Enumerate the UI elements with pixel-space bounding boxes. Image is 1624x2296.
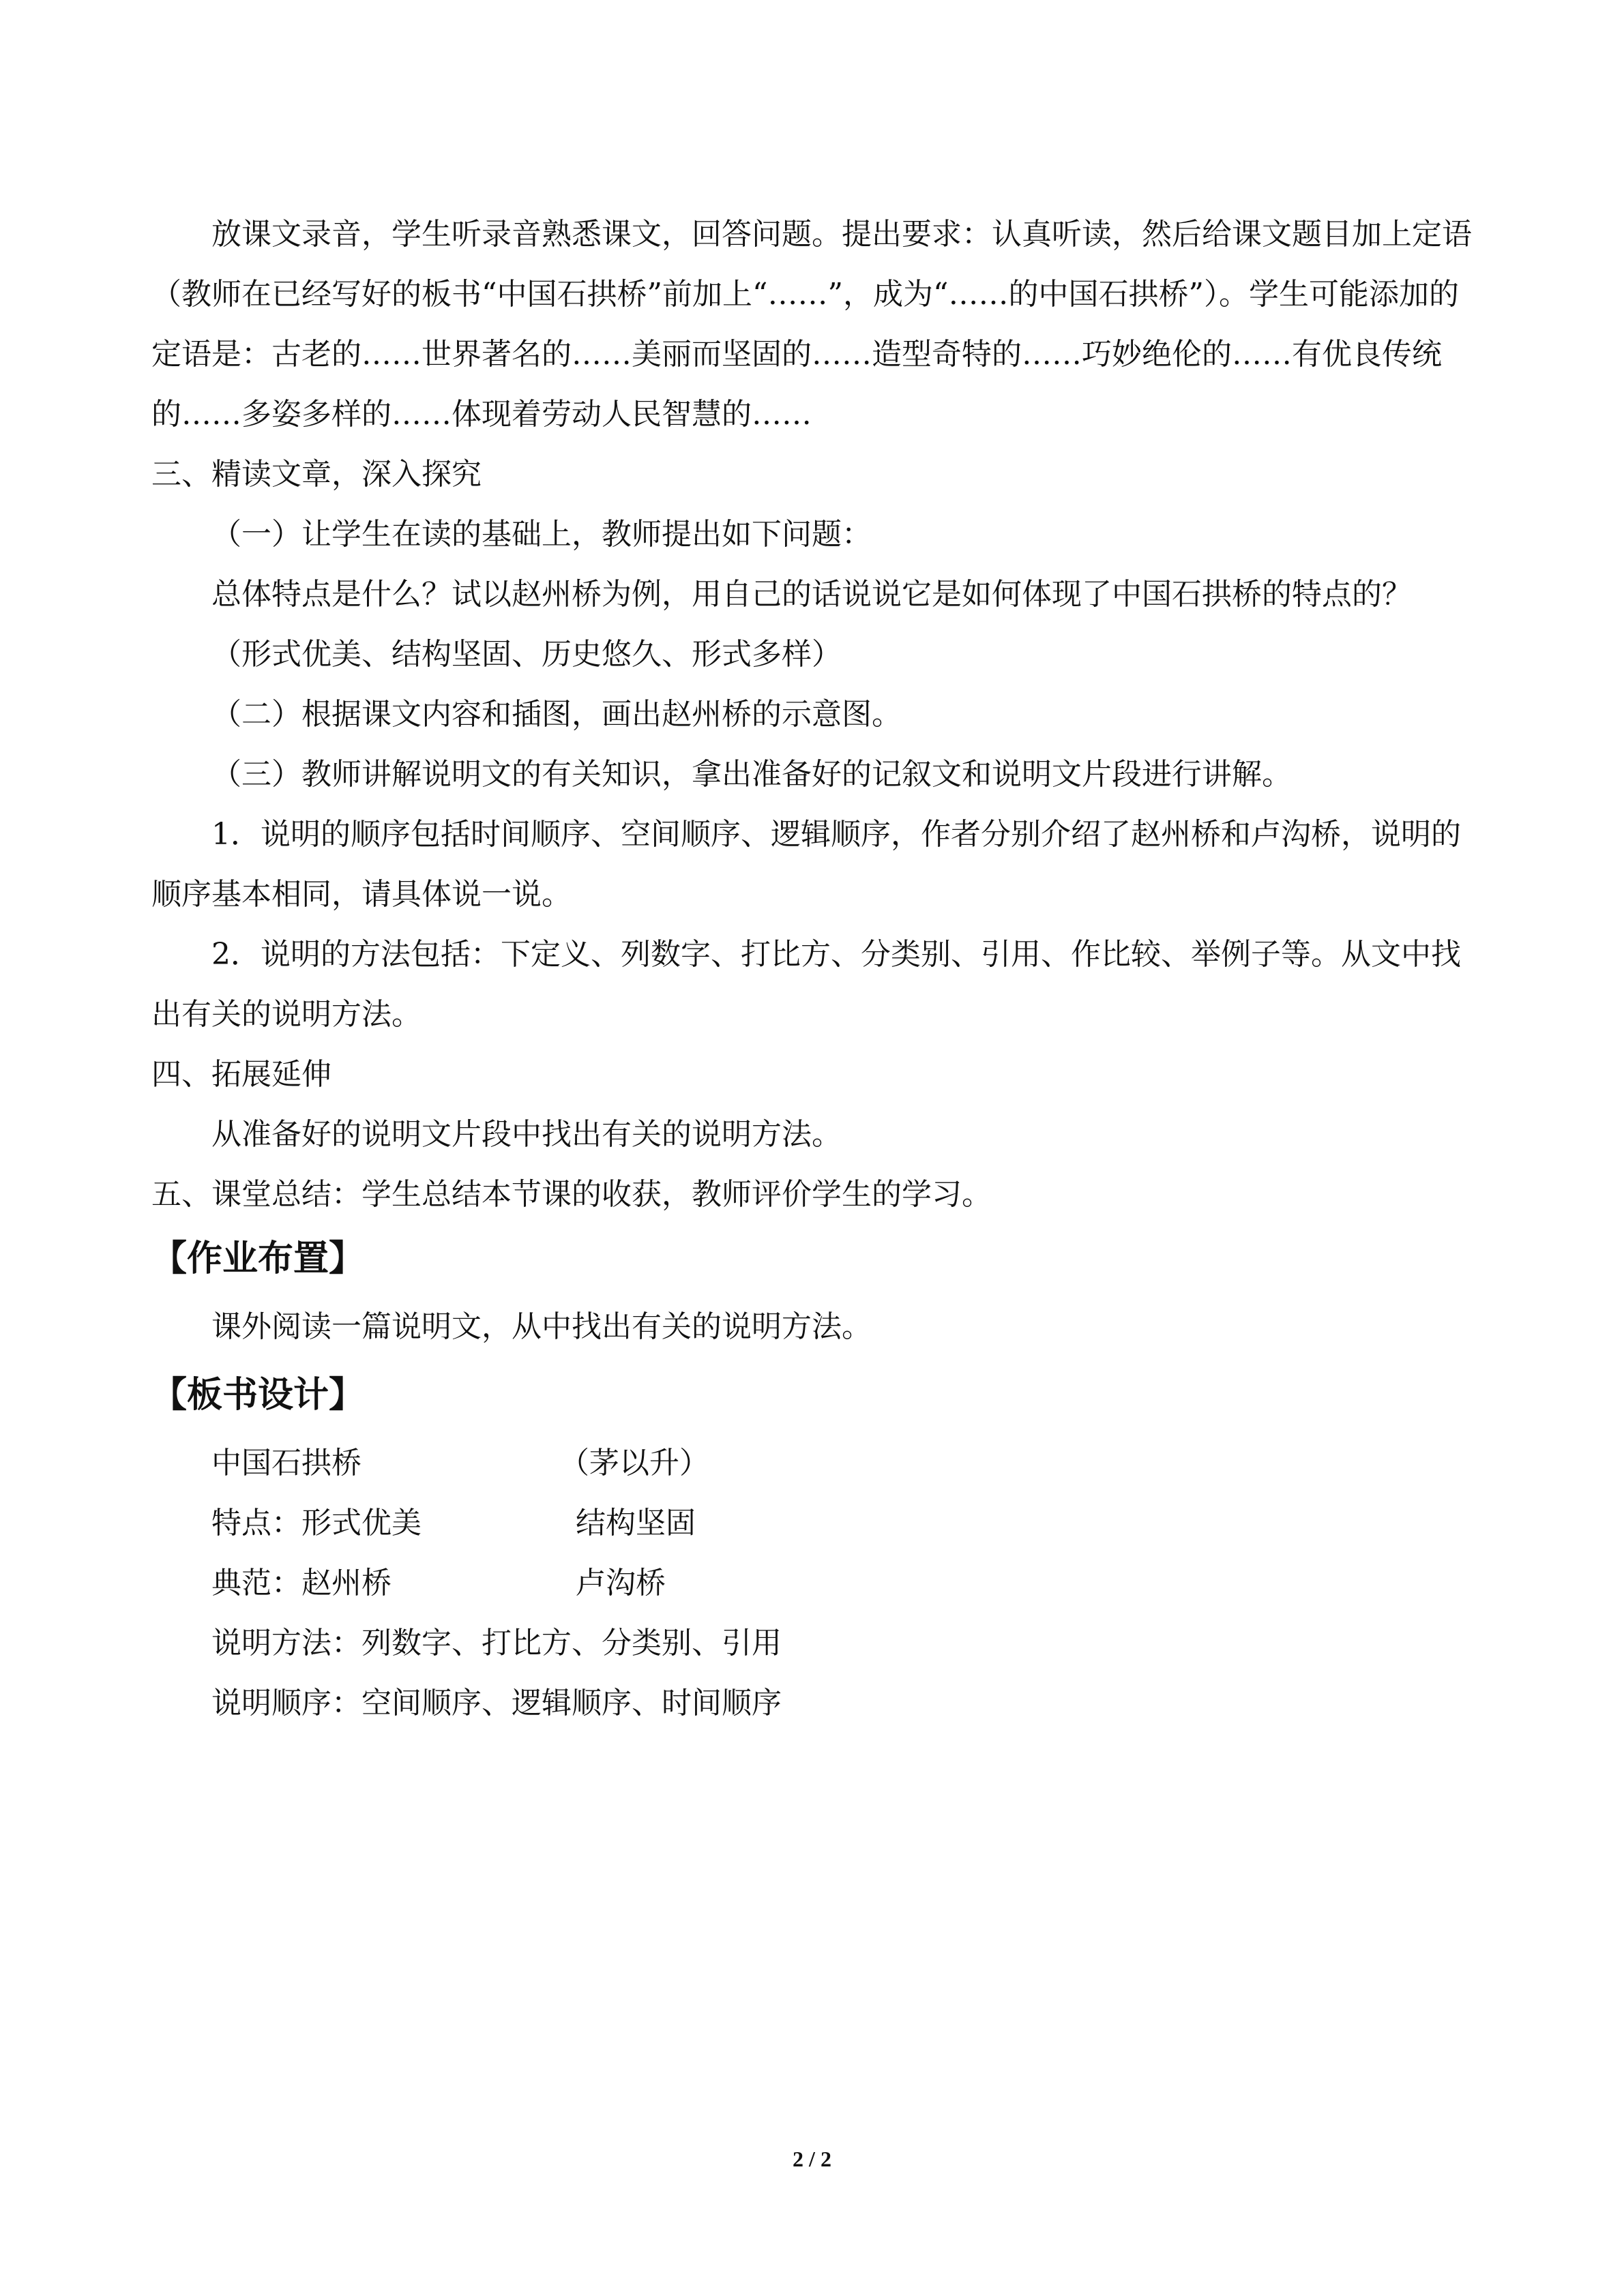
intro-paragraph: 放课文录音，学生听录音熟悉课文，回答问题。提出要求：认真听读，然后给课文题目加上定语（教师在已经写好的板书“中国石拱桥”前加上“……”，成为“……的中国石拱桥”）。学生可能添加的定语是：古老的……世界著名的……美丽而坚固的……造型奇特的……巧妙绝伦的……有优良传统的……多姿多样的……体现着劳动人民智慧的…… [151,217,1472,432]
homework-heading: 【作业布置】 [151,1238,365,1279]
question3-text: （三）教师讲解说明文的有关知识，拿出准备好的记叙文和说明文片段进行讲解。 [211,757,1292,792]
board-heading: 【板书设计】 [151,1375,365,1416]
board-row-right: 结构坚固 [576,1506,696,1540]
board-row-left: 典范：赵州桥 [211,1566,392,1600]
board-row [211,1433,1481,1493]
homework-body: 课外阅读一篇说明文，从中找出有关的说明方法。 [211,1309,872,1344]
board-row-left: 说明顺序：空间顺序、逻辑顺序、时间顺序 [211,1686,782,1720]
board-row-left: 中国石拱桥 [211,1446,361,1480]
board-row-right: （茅以升） [559,1446,709,1480]
point1-text: 1．说明的顺序包括时间顺序、空间顺序、逻辑顺序，作者分别介绍了赵州桥和卢沟桥，说明的顺序基本相同，请具体说一说。 [151,817,1461,912]
board-row [211,1673,1481,1733]
section4-title: 四、拓展延伸 [151,1057,331,1092]
question2-text: （二）根据课文内容和插图，画出赵州桥的示意图。 [211,697,902,732]
board-row-left: 说明方法：列数字、打比方、分类别、引用 [211,1626,782,1660]
section5-text: 五、课堂总结：学生总结本节课的收获，教师评价学生的学习。 [151,1177,992,1212]
question1-answer: （形式优美、结构坚固、历史悠久、形式多样） [211,637,842,672]
board-row [211,1493,1481,1553]
board-row [211,1613,1481,1673]
board-row [211,1553,1481,1613]
section3-title: 三、精读文章，深入探究 [151,457,482,492]
question1-intro: （一）让学生在读的基础上，教师提出如下问题： [211,517,872,552]
board-design [211,1433,1481,1733]
section4-body: 从准备好的说明文片段中找出有关的说明方法。 [211,1117,842,1152]
question1-text: 总体特点是什么？试以赵州桥为例，用自己的话说说它是如何体现了中国石拱桥的特点的？ [211,577,1412,612]
document-body [151,205,1481,1733]
page-number: 2 / 2 [793,2147,831,2171]
point2-text: 2．说明的方法包括：下定义、列数字、打比方、分类别、引用、作比较、举例子等。从文中找出有关的说明方法。 [151,937,1461,1032]
board-row-left: 特点：形式优美 [211,1506,422,1540]
board-row-right: 卢沟桥 [576,1566,666,1600]
